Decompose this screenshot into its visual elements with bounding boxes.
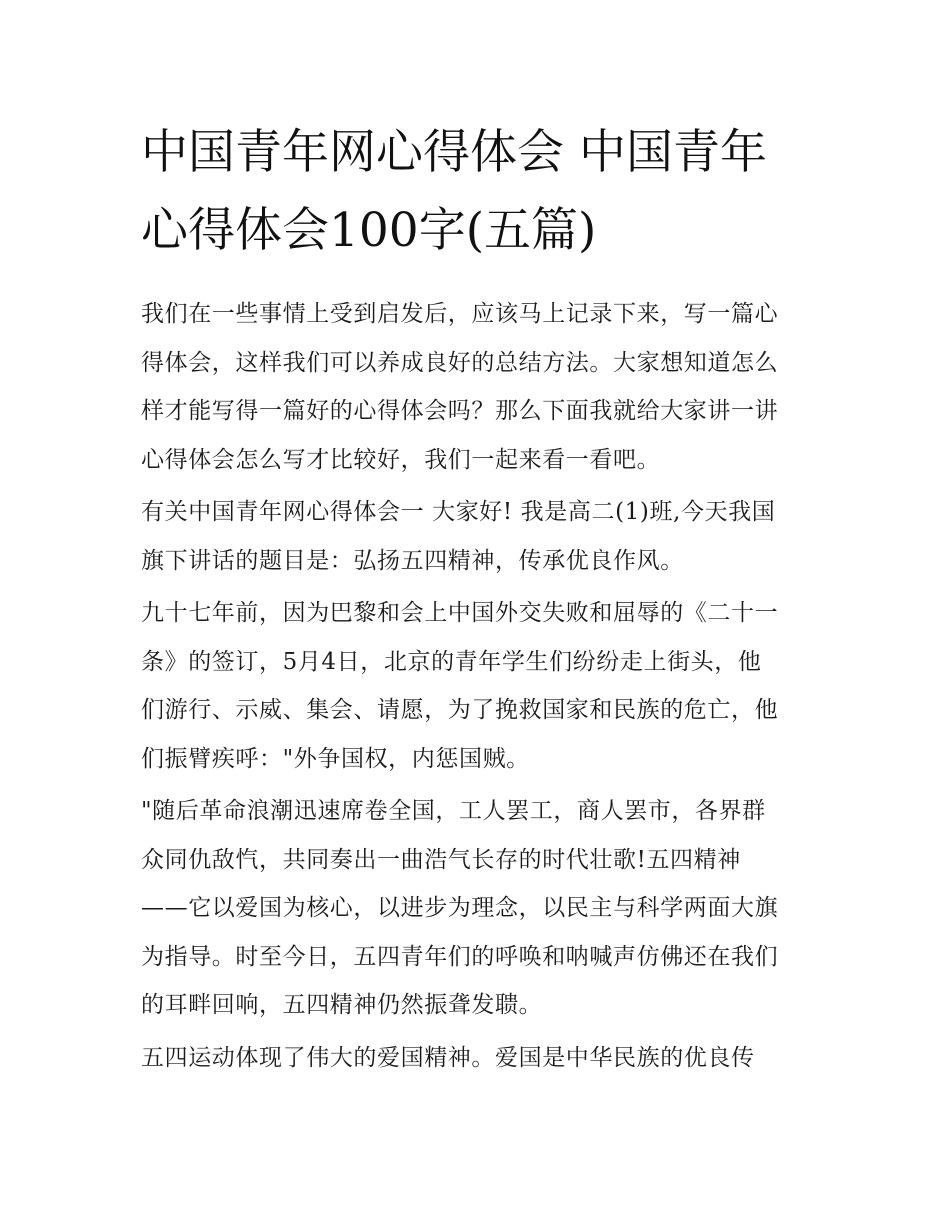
text-line: 众同仇敌忾，共同奏出一曲浩气长存的时代壮歌!五四精神	[141, 846, 741, 873]
text-line: 得体会，这样我们可以养成良好的总结方法。大家想知道怎么	[141, 349, 779, 376]
text-line: 们振臂疾呼："外争国权，内惩国贼。	[141, 745, 530, 772]
text-line: 九十七年前，因为巴黎和会上中国外交失败和屈辱的《二十一	[141, 600, 779, 626]
text-line: 五四运动体现了伟大的爱国精神。爱国是中华民族的优良传	[141, 1044, 755, 1071]
title-line: 心得体会100字(五篇)	[141, 203, 597, 258]
paragraph-patriotism	[141, 1034, 819, 1083]
text-line: 旗下讲话的题目是：弘扬五四精神，传承优良作风。	[141, 547, 684, 574]
text-line: 们游行、示威、集会、请愿，为了挽救国家和民族的危亡，他	[141, 697, 779, 723]
document-title	[141, 114, 819, 270]
text-line: 我们在一些事情上受到启发后，应该马上记录下来，写一篇心	[141, 301, 779, 327]
text-line: 的耳畔回响，五四精神仍然振聋发聩。	[141, 992, 543, 1018]
paragraph-may-fourth-spirit	[141, 787, 819, 1030]
title-line: 中国青年网心得体会 中国青年	[141, 125, 767, 180]
text-line: 为指导。时至今日，五四青年们的呼唤和呐喊声仿佛还在我们	[141, 943, 779, 970]
text-line: 心得体会怎么写才比较好，我们一起来看一看吧。	[141, 446, 661, 473]
paragraph-intro	[141, 290, 819, 484]
paragraph-speech-opening	[141, 488, 819, 585]
text-line: 有关中国青年网心得体会一 大家好! 我是高二(1)班,今天我国	[141, 499, 776, 525]
text-line: 条》的签订，5月4日，北京的青年学生们纷纷走上街头，他	[141, 648, 762, 675]
text-line: 样才能写得一篇好的心得体会吗？那么下面我就给大家讲一讲	[141, 398, 779, 424]
text-line: ——它以爱国为核心，以进步为理念，以民主与科学两面大旗	[141, 895, 779, 921]
document-body	[141, 114, 819, 1086]
paragraph-history	[141, 589, 819, 783]
text-line: "随后革命浪潮迅速席卷全国，工人罢工，商人罢市，各界群	[141, 798, 766, 824]
